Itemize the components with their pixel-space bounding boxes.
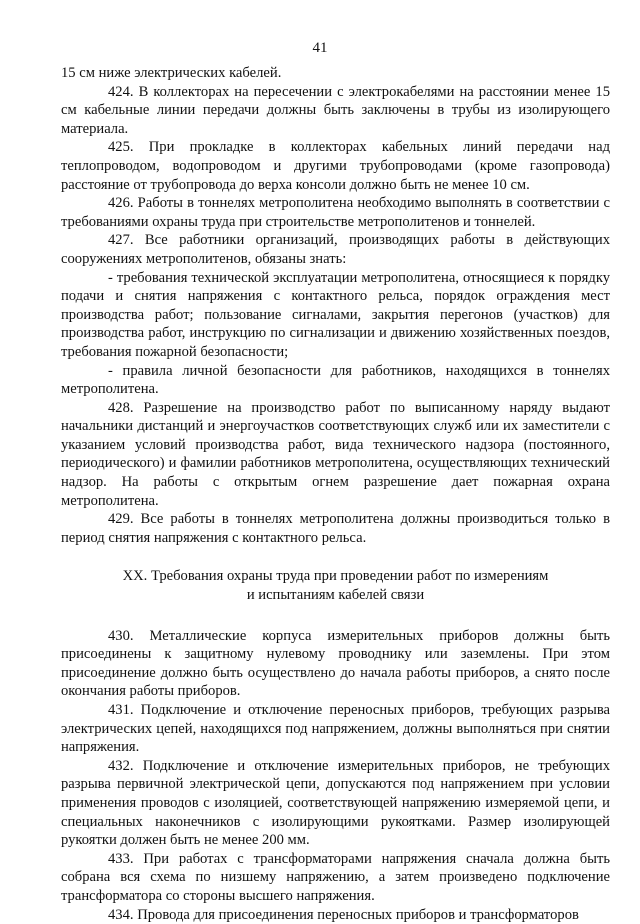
paragraph-425: 425. При прокладке в коллекторах кабельных линий передачи над теплопроводом, водопроводом и другими трубопроводами (кроме газопровода) расстояние от трубопровода до верха консоли должно быть не менее 10 см. [61,139,610,193]
paragraph-426: 426. Работы в тоннелях метрополитена необходимо выполнять в соответствии с требованиями охраны труда при строительстве метрополитенов и тоннелей. [61,195,610,230]
list-item-safety-rules: - правила личной безопасности для работников, находящихся в тоннелях метрополитена. [61,362,610,398]
paragraph-427: 427. Все работники организаций, производящих работы в действующих сооружениях метрополитенов, обязаны знать: [61,232,610,267]
list-item-requirements: - требования технической эксплуатации метрополитена, относящиеся к порядку подачи и снятия напряжения с контактного рельса, порядок ограждения мест производства работ; пользование сигналами, закрытия перегонов (участков) для производства работ, инструкцию по сигнализации и движению хозяйственных поездов, требования пожарной безопасности; [61,269,610,360]
page-number: 41 [312,40,328,56]
paragraph-430: 430. Металлические корпуса измерительных приборов должны быть присоединены к защитному нулевому проводнику или заземлены. При этом присоединение должно быть осуществлено до начала работы приборов, а снято после окончания работы приборов. [61,627,610,700]
paragraph-continuation: 15 см ниже электрических кабелей. [61,65,282,81]
paragraph-434: 434. Провода для присоединения переносных приборов и трансформаторов [108,906,579,923]
section-heading-line-1: XX. Требования охраны труда при проведении работ по измерениям [122,568,549,585]
paragraph-428: 428. Разрешение на производство работ по выписанному наряду выдают начальники дистанций и энергоучастков соответствующих служб или их заместители с указанием условий производства работ, вида технического надзора (постоянного, периодического) и фамилии работников метрополитена, осуществляющих технический надзор. На работы с открытым огнем разрешение дает пожарная охрана метрополитена. [61,399,610,509]
section-heading-line-2: и испытаниям кабелей связи [246,587,425,604]
section-heading [61,567,610,604]
paragraph-432: 432. Подключение и отключение измерительных приборов, не требующих разрыва первичной электрической цепи, допускаются под напряжением при условии применения проводов с изоляцией, соответствующей напряжению измеряемой цепи, и специальных наконечников с изолирующими рукоятками. Размер изолирующей рукоятки должен быть не менее 200 мм. [61,757,610,849]
paragraph-431: 431. Подключение и отключение переносных приборов, требующих разрыва электрических цепей, находящихся под напряжением, должны выполняться при снятии напряжения. [61,702,610,756]
paragraph-429: 429. Все работы в тоннелях метрополитена должны производиться только в период снятия напряжения с контактного рельса. [61,511,610,546]
paragraph-424: 424. В коллекторах на пересечении с электрокабелями на расстоянии менее 15 см кабельные линии передачи должны быть заключены в трубы из изолирующего материала. [61,83,610,137]
document-body [61,64,610,924]
paragraph-433: 433. При работах с трансформаторами напряжения сначала должна быть собрана вся схема по низшему напряжению, а затем произведено подключение трансформатора со стороны высшего напряжения. [61,850,610,904]
